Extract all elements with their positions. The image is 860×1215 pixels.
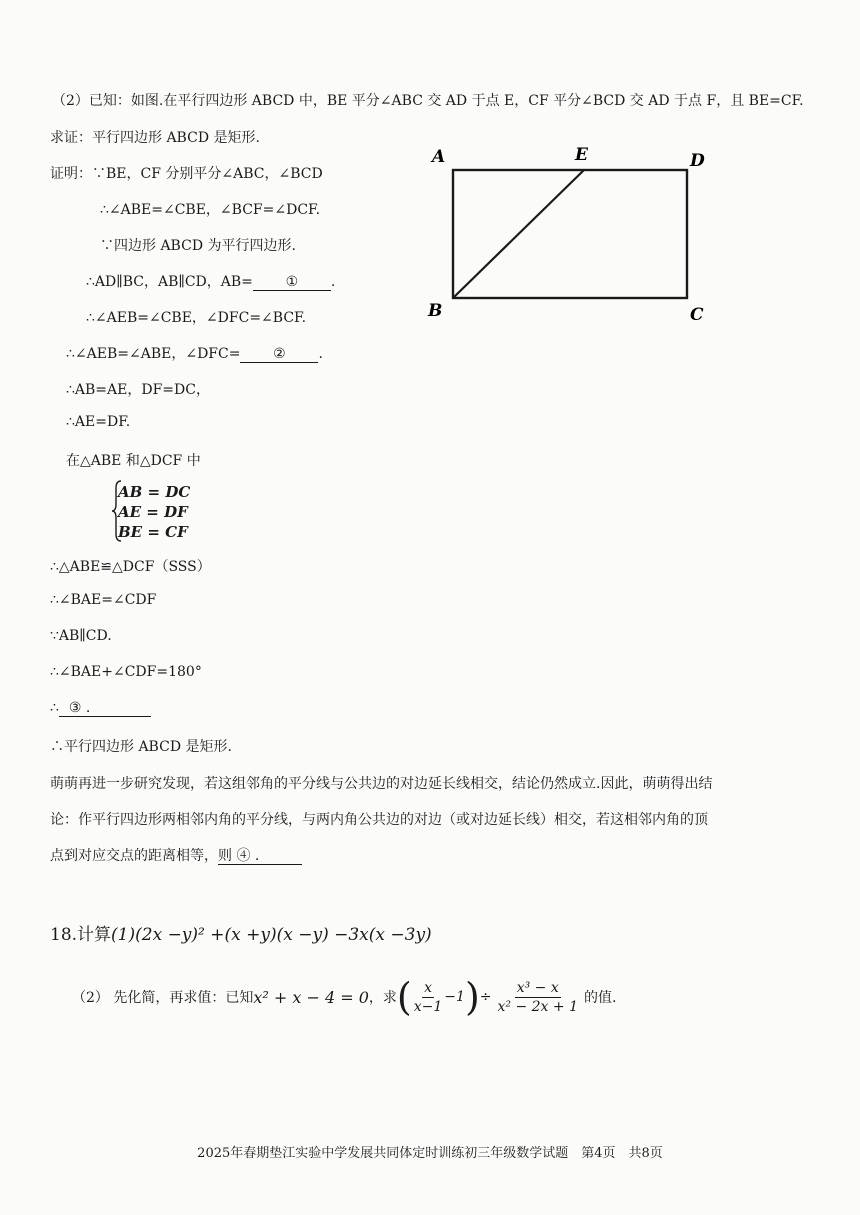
conclusion-line-3 <box>50 845 302 865</box>
conclusion-line-1: 萌萌再进一步研究发现，若这组邻角的平分线与公共边的对边延长线相交，结论仍然成立.因此，萌萌得出结 <box>50 776 713 792</box>
q18-tail: 的值. <box>583 990 617 1006</box>
proof-step-10: ∴△ABE≌△DCF（SSS） <box>50 559 211 575</box>
proof-step-11: ∴∠BAE=∠CDF <box>50 592 157 608</box>
proof-step <box>50 163 323 183</box>
q18-part2-prefix: （2） 先化简，再求值：已知 <box>72 990 254 1006</box>
parallelogram-figure <box>420 140 720 330</box>
blank-2: ② <box>240 347 318 363</box>
blank-1: ① <box>253 275 331 291</box>
fraction-1-num: x <box>424 979 432 996</box>
q18-expression-1: (1)(2x −y)² +(x +y)(x −y) −3x(x −3y) <box>111 925 432 945</box>
q18-condition: x² + x − 4 = 0 <box>253 987 369 1007</box>
fraction-1 <box>412 979 445 1016</box>
blank-4: 则 ④ . <box>218 849 302 865</box>
equation-2: AE = DF <box>118 503 188 521</box>
proof-step-3: ∵四边形 ABCD 为平行四边形. <box>100 238 296 254</box>
equation-1: AB = DC <box>118 483 191 501</box>
q18-title: 18.计算 <box>50 925 112 945</box>
equation-system <box>118 482 190 542</box>
proof-step-4-text: ∴AD∥BC，AB∥CD，AB= <box>86 274 253 290</box>
proof-label: 证明： <box>50 166 92 182</box>
right-paren-icon: ) <box>464 975 480 1019</box>
fraction-2-den: x² − 2x + 1 <box>497 998 578 1015</box>
proof-step-6-text: ∴∠AEB=∠ABE，∠DFC= <box>66 346 241 362</box>
problem-intro: （2）已知：如图.在平行四边形 ABCD 中，BE 平分∠ABC 交 AD 于点 E，CF 平分∠BCD 交 AD 于点 F，且 BE=CF. <box>52 93 804 109</box>
conclusion-line-2: 论：作平行四边形两相邻内角的平分线，与两内角公共边的对边（或对边延长线）相交，若这相邻内角的顶 <box>50 812 708 828</box>
proof-step-8: ∴AE=DF. <box>66 414 131 430</box>
proof-step-9: 在△ABE 和△DCF 中 <box>66 453 201 469</box>
proof-step-15: ∴平行四边形 ABCD 是矩形. <box>50 739 232 755</box>
proof-step-6: ∴∠AEB=∠ABE，∠DFC= ② . <box>66 346 323 362</box>
label-d: D <box>690 151 705 171</box>
fraction-1-den: x−1 <box>413 998 443 1015</box>
q18-part2 <box>72 972 616 1022</box>
proof-step-1: ∵BE，CF 分别平分∠ABC，∠BCD <box>92 166 323 182</box>
proof-step-14 <box>50 700 151 717</box>
minus-one: −1 <box>444 989 465 1005</box>
proof-step-13: ∴∠BAE+∠CDF=180° <box>50 664 202 680</box>
label-b: B <box>428 301 443 321</box>
label-c: C <box>690 305 704 325</box>
conclusion-line-3-text: 点到对应交点的距离相等， <box>50 848 218 864</box>
segment-be <box>453 170 584 298</box>
blank-3-label: ③ <box>68 700 82 716</box>
page-footer: 2025年春期垫江实验中学发展共同体定时训练初三年级数学试题 第4页 共8页 <box>197 1146 663 1161</box>
proof-step-14-text: ∴ <box>50 700 59 716</box>
fraction-2 <box>496 979 580 1016</box>
equation-3: BE = CF <box>118 523 188 541</box>
blank-4-then: 则 <box>218 848 232 864</box>
proof-step-12: ∵AB∥CD. <box>50 628 112 644</box>
blank-4-label: ④ <box>236 848 251 864</box>
proof-step-7: ∴AB=AE，DF=DC， <box>66 382 210 398</box>
proof-step-5: ∴∠AEB=∠CBE，∠DFC=∠BCF. <box>86 310 307 326</box>
label-e: E <box>575 145 588 165</box>
fraction-2-num: x³ − x <box>516 979 559 996</box>
q18-ask: ，求 <box>368 990 397 1006</box>
divide-sign: ÷ <box>479 989 492 1005</box>
rectangle-abcd <box>453 170 687 298</box>
left-paren-icon: ( <box>396 975 412 1019</box>
label-a: A <box>432 147 446 167</box>
blank-3: ③ . <box>59 701 151 717</box>
proof-step-2: ∴∠ABE=∠CBE，∠BCF=∠DCF. <box>100 202 321 218</box>
proof-step-4: ∴AD∥BC，AB∥CD，AB= ① . <box>86 274 336 290</box>
q18-part1 <box>50 920 432 945</box>
prove-statement: 求证：平行四边形 ABCD 是矩形. <box>50 130 260 146</box>
